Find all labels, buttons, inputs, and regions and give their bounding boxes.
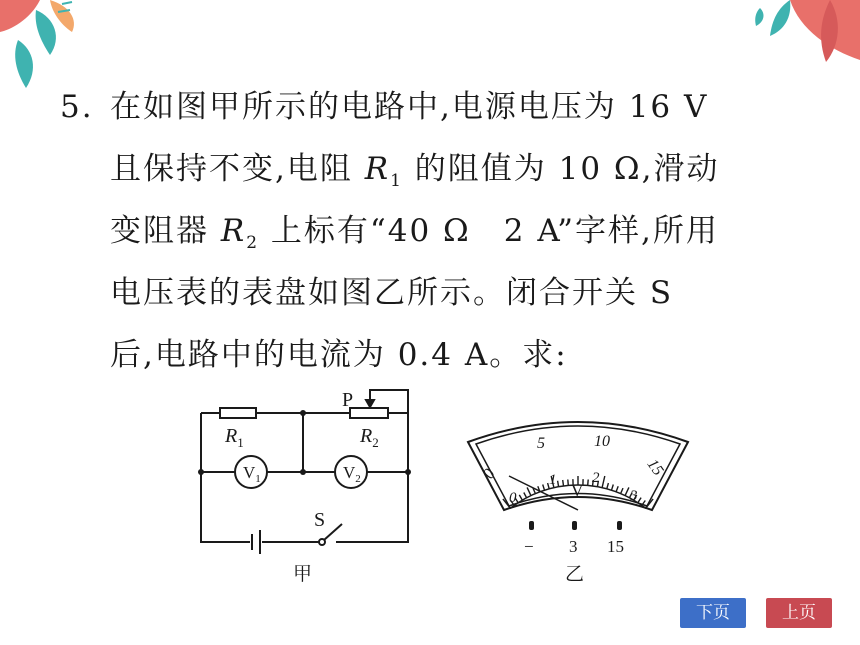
switch-lever bbox=[324, 524, 342, 540]
inner-scale-2: 2 bbox=[592, 470, 600, 486]
resistor-r1 bbox=[220, 408, 256, 418]
inner-scale-1: 1 bbox=[549, 472, 557, 488]
problem-text bbox=[60, 76, 800, 386]
dial-tick bbox=[558, 481, 559, 487]
prev-page-button[interactable]: 上页 bbox=[766, 598, 832, 628]
problem-line-1: 5. 在如图甲所示的电路中,电源电压为 16 V bbox=[60, 76, 800, 138]
outer-scale-15: 15 bbox=[643, 456, 667, 479]
outer-scale-0: 0 bbox=[480, 466, 499, 482]
problem-line-2: 且保持不变,电阻 $R_1$ 的阻值为 10 Ω,滑动 bbox=[110, 151, 720, 192]
problem-number: 5. bbox=[60, 89, 94, 125]
r1-label: $R_1$ bbox=[225, 425, 244, 450]
leaf-decoration-right bbox=[730, 0, 860, 75]
inner-scale-3: 3 bbox=[630, 488, 638, 504]
dial-tick bbox=[588, 480, 589, 486]
inner-scale-0: 0 bbox=[509, 490, 517, 506]
terminal-3: 3 bbox=[569, 537, 578, 556]
problem-line-5: 后,电路中的电流为 0.4 A。求: bbox=[110, 337, 568, 373]
circuit-caption: 甲 bbox=[293, 563, 313, 585]
problem-line-3: 变阻器 $R_2$ 上标有“40 Ω 2 A”字样,所用 bbox=[110, 213, 719, 254]
terminal-minus: − bbox=[524, 537, 534, 556]
r2-label: $R_2$ bbox=[360, 425, 379, 450]
dial-tick bbox=[568, 480, 569, 486]
v1-label: $V_1$ bbox=[243, 463, 261, 485]
outer-scale-5: 5 bbox=[537, 435, 545, 452]
problem-line-4: 电压表的表盘如图乙所示。闭合开关 S bbox=[110, 275, 674, 311]
terminal-15: 15 bbox=[607, 537, 624, 556]
switch-label: S bbox=[314, 509, 326, 531]
next-page-button[interactable]: 下页 bbox=[680, 598, 746, 628]
voltmeter-caption: 乙 bbox=[565, 563, 585, 585]
circuit-diagram bbox=[198, 390, 411, 554]
terminals bbox=[529, 521, 622, 530]
slider-label: P bbox=[342, 389, 354, 411]
v2-label: $V_2$ bbox=[343, 463, 361, 485]
battery-symbol bbox=[252, 530, 260, 554]
dial-tick bbox=[563, 480, 564, 486]
resistor-r2 bbox=[350, 408, 388, 418]
figures bbox=[0, 380, 860, 590]
outer-scale-10: 10 bbox=[594, 433, 610, 450]
dial-unit: V bbox=[571, 481, 584, 500]
